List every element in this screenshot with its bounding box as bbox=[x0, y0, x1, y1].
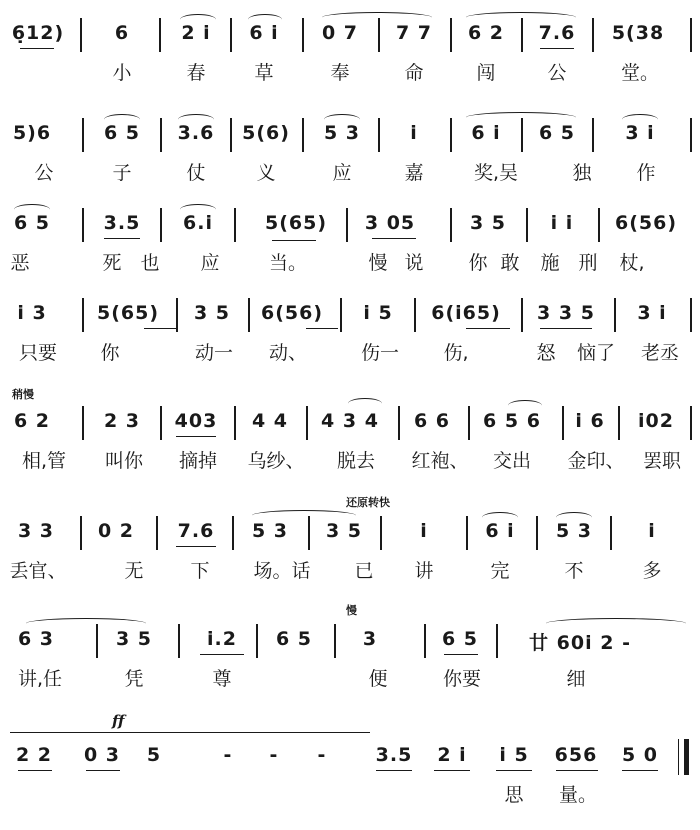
barline bbox=[234, 208, 236, 242]
lyric: 伤一 bbox=[360, 342, 400, 364]
note-group: 5 0 bbox=[621, 744, 659, 766]
score-line-6 bbox=[0, 494, 700, 594]
lyric: 罢职 bbox=[642, 450, 682, 472]
lyric: 慢 bbox=[368, 252, 388, 274]
barline bbox=[690, 298, 692, 332]
lyric: 奖,吴 bbox=[473, 162, 519, 184]
note-group: i bbox=[410, 122, 418, 144]
barline bbox=[160, 406, 162, 440]
underline bbox=[466, 328, 510, 329]
note-group: 廿 60i 2 - bbox=[529, 632, 631, 654]
barline bbox=[610, 516, 612, 550]
barline bbox=[690, 118, 692, 152]
lyric: 老丞 bbox=[640, 342, 680, 364]
barline bbox=[302, 118, 304, 152]
lyrics-row bbox=[0, 58, 700, 88]
note-group: 6 i bbox=[249, 22, 279, 44]
note-group: i bbox=[420, 520, 428, 542]
lyric: 恶 bbox=[10, 252, 30, 274]
note-group: 3 i bbox=[637, 302, 667, 324]
barline bbox=[156, 516, 158, 550]
note-group: 6 2 bbox=[13, 410, 51, 432]
note-group: 3 3 bbox=[17, 520, 55, 542]
note-group: - bbox=[317, 744, 327, 766]
slur bbox=[14, 204, 50, 215]
note-group: 3.5 bbox=[375, 744, 413, 766]
barline bbox=[618, 406, 620, 440]
barline bbox=[468, 406, 470, 440]
notes-row bbox=[0, 614, 700, 662]
note-group: 2 i bbox=[181, 22, 211, 44]
lyric: 子 bbox=[112, 162, 132, 184]
slur bbox=[324, 114, 360, 125]
lyric: 你要 bbox=[442, 668, 482, 690]
barline bbox=[308, 516, 310, 550]
lyric: 杖, bbox=[619, 252, 645, 274]
underline bbox=[540, 48, 574, 49]
note-group: 3 5 bbox=[469, 212, 507, 234]
lyric: 公 bbox=[547, 62, 567, 84]
note-group: 6 5 6 bbox=[483, 410, 541, 432]
barline bbox=[424, 624, 426, 658]
lyric: 不 bbox=[564, 560, 584, 582]
barline bbox=[690, 406, 692, 440]
barline bbox=[230, 118, 232, 152]
lyric: 嘉 bbox=[404, 162, 424, 184]
underline bbox=[372, 238, 416, 239]
lyric: 应 bbox=[200, 252, 220, 274]
note-group: 3 5 bbox=[193, 302, 231, 324]
lyric: 交出 bbox=[492, 450, 532, 472]
lyrics-row bbox=[0, 338, 700, 368]
barline bbox=[80, 516, 82, 550]
lyric: 脱去 bbox=[336, 450, 376, 472]
note-group: i 5 bbox=[363, 302, 393, 324]
barline bbox=[80, 18, 82, 52]
lyric: 细 bbox=[566, 668, 586, 690]
barline bbox=[398, 406, 400, 440]
barline bbox=[380, 516, 382, 550]
slur bbox=[466, 12, 576, 23]
note-group: 4 3 4 bbox=[321, 410, 379, 432]
slur bbox=[482, 512, 518, 523]
slur bbox=[322, 12, 432, 23]
underline bbox=[200, 654, 244, 655]
score-line-3 bbox=[0, 198, 700, 298]
slur bbox=[556, 512, 592, 523]
lyric: 应 bbox=[332, 162, 352, 184]
barline bbox=[176, 298, 178, 332]
lyric: 堂。 bbox=[620, 62, 660, 84]
note-group: 7.6 bbox=[177, 520, 215, 542]
lyric: 独 bbox=[572, 162, 592, 184]
lyric: 义 bbox=[256, 162, 276, 184]
tempo-marking: 还原转快 bbox=[346, 496, 390, 509]
lyric: 金印、 bbox=[567, 450, 625, 472]
note-group: 6(56) bbox=[260, 302, 324, 324]
note-group: i.2 bbox=[207, 628, 237, 650]
note-group: 6 5 bbox=[538, 122, 576, 144]
note-group: 6 i bbox=[485, 520, 515, 542]
lyric: 死 bbox=[102, 252, 122, 274]
note-group: 403 bbox=[174, 410, 218, 432]
lyric: 多 bbox=[642, 560, 662, 582]
note-group: 5)6 bbox=[12, 122, 52, 144]
notes-row bbox=[0, 108, 700, 156]
note-group: 5(6) bbox=[242, 122, 290, 144]
underline bbox=[556, 770, 598, 771]
note-group: - bbox=[223, 744, 233, 766]
final-barline-thin bbox=[678, 739, 679, 775]
notes-row bbox=[0, 198, 700, 246]
note-group: i i bbox=[550, 212, 574, 234]
lyric: 刑 bbox=[578, 252, 598, 274]
barline bbox=[82, 118, 84, 152]
underline bbox=[540, 328, 592, 329]
note-group: 5(65) bbox=[96, 302, 160, 324]
barline bbox=[82, 406, 84, 440]
lyric: 凭 bbox=[124, 668, 144, 690]
underline bbox=[176, 546, 216, 547]
barline bbox=[96, 624, 98, 658]
slur bbox=[622, 114, 658, 125]
lyric: 思 bbox=[504, 784, 524, 806]
note-group: 2 i bbox=[437, 744, 467, 766]
notes-row bbox=[0, 730, 700, 778]
lyric: 作 bbox=[636, 162, 656, 184]
barline bbox=[598, 208, 600, 242]
barline bbox=[248, 298, 250, 332]
lyric: 相,管 bbox=[21, 450, 67, 472]
lyric: 你 bbox=[100, 342, 120, 364]
barline bbox=[160, 118, 162, 152]
lyric: 奉 bbox=[330, 62, 350, 84]
score-line-1 bbox=[0, 8, 700, 108]
note-group: 6̣12) bbox=[11, 22, 65, 44]
note-group: 2 2 bbox=[15, 744, 53, 766]
barline bbox=[450, 208, 452, 242]
score-line-8 bbox=[0, 710, 700, 810]
barline bbox=[526, 208, 528, 242]
underline bbox=[496, 770, 532, 771]
note-group: 6 2 bbox=[467, 22, 505, 44]
note-group: 7 7 bbox=[395, 22, 433, 44]
note-group: 5(65) bbox=[264, 212, 328, 234]
barline bbox=[378, 118, 380, 152]
barline bbox=[466, 516, 468, 550]
lyric: 说 bbox=[404, 252, 424, 274]
barline bbox=[378, 18, 380, 52]
note-group: 5 3 bbox=[251, 520, 289, 542]
note-group: 6 5 bbox=[275, 628, 313, 650]
lyric: 下 bbox=[190, 560, 210, 582]
note-group: 5 3 bbox=[323, 122, 361, 144]
notes-row bbox=[0, 8, 700, 56]
underline bbox=[444, 654, 478, 655]
barline bbox=[159, 18, 161, 52]
lyric: 讲 bbox=[414, 560, 434, 582]
lyric: 闯 bbox=[476, 62, 496, 84]
lyric: 动、 bbox=[268, 342, 308, 364]
barline bbox=[230, 18, 232, 52]
barline bbox=[256, 624, 258, 658]
note-group: 3.6 bbox=[177, 122, 215, 144]
barline bbox=[592, 118, 594, 152]
underline bbox=[86, 770, 120, 771]
note-group: 656 bbox=[554, 744, 598, 766]
barline bbox=[562, 406, 564, 440]
lyric: 你 bbox=[468, 252, 488, 274]
slur bbox=[180, 14, 216, 25]
lyric: 无 bbox=[124, 560, 144, 582]
slur bbox=[466, 112, 576, 123]
barline bbox=[521, 18, 523, 52]
tempo-marking: 稍慢 bbox=[12, 388, 34, 401]
underline bbox=[18, 770, 52, 771]
underline bbox=[434, 770, 470, 771]
note-group: 6 5 bbox=[441, 628, 479, 650]
underline bbox=[376, 770, 412, 771]
barline bbox=[82, 298, 84, 332]
barline bbox=[334, 624, 336, 658]
score-line-2 bbox=[0, 108, 700, 208]
barline bbox=[234, 406, 236, 440]
lyrics-row bbox=[0, 248, 700, 278]
barline bbox=[690, 18, 692, 52]
lyrics-row bbox=[0, 664, 700, 694]
score-line-4 bbox=[0, 288, 700, 388]
lyric: 仗 bbox=[186, 162, 206, 184]
note-group: 6 6 bbox=[413, 410, 451, 432]
barline bbox=[340, 298, 342, 332]
lyric: 尊 bbox=[212, 668, 232, 690]
slur bbox=[180, 204, 216, 215]
slur bbox=[508, 400, 542, 411]
barline bbox=[450, 18, 452, 52]
note-group: 5 3 bbox=[555, 520, 593, 542]
lyric: 量。 bbox=[558, 784, 598, 806]
slur bbox=[248, 14, 282, 25]
barline bbox=[306, 406, 308, 440]
note-group: 0 7 bbox=[321, 22, 359, 44]
underline bbox=[272, 240, 316, 241]
note-group: 3 bbox=[362, 628, 378, 650]
lyric: 草 bbox=[254, 62, 274, 84]
score-line-5 bbox=[0, 386, 700, 486]
lyrics-row bbox=[0, 446, 700, 476]
lyric: 小 bbox=[112, 62, 132, 84]
lyric: 当。 bbox=[268, 252, 308, 274]
lyrics-row bbox=[0, 556, 700, 586]
score-line-7 bbox=[0, 602, 700, 702]
underline bbox=[176, 436, 216, 437]
lyric: 摘掉 bbox=[178, 450, 218, 472]
barline bbox=[160, 208, 162, 242]
note-group: i 6 bbox=[575, 410, 605, 432]
barline bbox=[614, 298, 616, 332]
barline bbox=[302, 18, 304, 52]
lyric: 红袍、 bbox=[411, 450, 469, 472]
lyric: 春 bbox=[186, 62, 206, 84]
lyric: 乌纱、 bbox=[247, 450, 305, 472]
final-barline-thick bbox=[684, 739, 689, 775]
note-group: 6.i bbox=[183, 212, 213, 234]
lyric: 便 bbox=[368, 668, 388, 690]
underline bbox=[622, 770, 658, 771]
slur bbox=[26, 618, 146, 629]
barline bbox=[450, 118, 452, 152]
note-group: 6 3 bbox=[17, 628, 55, 650]
note-group: 6 bbox=[114, 22, 130, 44]
underline bbox=[306, 328, 338, 329]
lyric: 叫你 bbox=[104, 450, 144, 472]
note-group: 6 5 bbox=[103, 122, 141, 144]
note-group: i 5 bbox=[499, 744, 529, 766]
barline bbox=[592, 18, 594, 52]
lyric: 只要 bbox=[18, 342, 58, 364]
underline bbox=[144, 328, 176, 329]
underline bbox=[20, 48, 54, 49]
barline bbox=[178, 624, 180, 658]
note-group: 6(56) bbox=[614, 212, 678, 234]
notes-row bbox=[0, 506, 700, 554]
barline bbox=[521, 298, 523, 332]
lyric: 伤, bbox=[443, 342, 469, 364]
lyric: 动一 bbox=[194, 342, 234, 364]
lyric: 命 bbox=[404, 62, 424, 84]
note-group: 6 5 bbox=[13, 212, 51, 234]
barline bbox=[414, 298, 416, 332]
lyrics-row bbox=[0, 158, 700, 188]
slur bbox=[546, 618, 686, 629]
lyric: 怒 bbox=[536, 342, 556, 364]
slur bbox=[104, 114, 140, 125]
note-group: 6(i65) bbox=[431, 302, 501, 324]
barline bbox=[232, 516, 234, 550]
lyric: 讲,任 bbox=[17, 668, 63, 690]
note-group: 0 2 bbox=[97, 520, 135, 542]
slur bbox=[348, 398, 382, 409]
barline bbox=[82, 208, 84, 242]
note-group: 3.5 bbox=[103, 212, 141, 234]
note-group: 7.6 bbox=[538, 22, 576, 44]
lyric: 已 bbox=[354, 560, 374, 582]
note-group: 3 05 bbox=[364, 212, 416, 234]
underline bbox=[104, 238, 140, 239]
lyric: 也 bbox=[140, 252, 160, 274]
tempo-marking: 慢 bbox=[346, 604, 357, 617]
barline bbox=[536, 516, 538, 550]
slur bbox=[252, 510, 356, 521]
lyric: 场。话 bbox=[253, 560, 311, 582]
note-group: 3 i bbox=[625, 122, 655, 144]
lyric: 完 bbox=[490, 560, 510, 582]
barline bbox=[521, 118, 523, 152]
note-group: 5(38 bbox=[611, 22, 665, 44]
lyric: 丢官、 bbox=[9, 560, 67, 582]
note-group: i 3 bbox=[17, 302, 47, 324]
lyric: 敢 bbox=[500, 252, 520, 274]
notes-row bbox=[0, 288, 700, 336]
note-group: 4 4 bbox=[251, 410, 289, 432]
note-group: i02 bbox=[638, 410, 674, 432]
note-group: 3 3 5 bbox=[537, 302, 595, 324]
note-group: 3 5 bbox=[115, 628, 153, 650]
note-group: 0 3 bbox=[83, 744, 121, 766]
slur bbox=[178, 114, 214, 125]
note-group: i bbox=[648, 520, 656, 542]
note-group: 3 5 bbox=[325, 520, 363, 542]
note-group: 5 bbox=[146, 744, 162, 766]
note-group: - bbox=[269, 744, 279, 766]
barline bbox=[346, 208, 348, 242]
lyric: 恼了 bbox=[576, 342, 616, 364]
note-group: 6 i bbox=[471, 122, 501, 144]
lyric: 施 bbox=[540, 252, 560, 274]
barline bbox=[496, 624, 498, 658]
dynamic-marking: ff bbox=[112, 712, 125, 730]
lyric: 公 bbox=[34, 162, 54, 184]
lyrics-row bbox=[0, 780, 700, 810]
notes-row bbox=[0, 396, 700, 444]
note-group: 2 3 bbox=[103, 410, 141, 432]
